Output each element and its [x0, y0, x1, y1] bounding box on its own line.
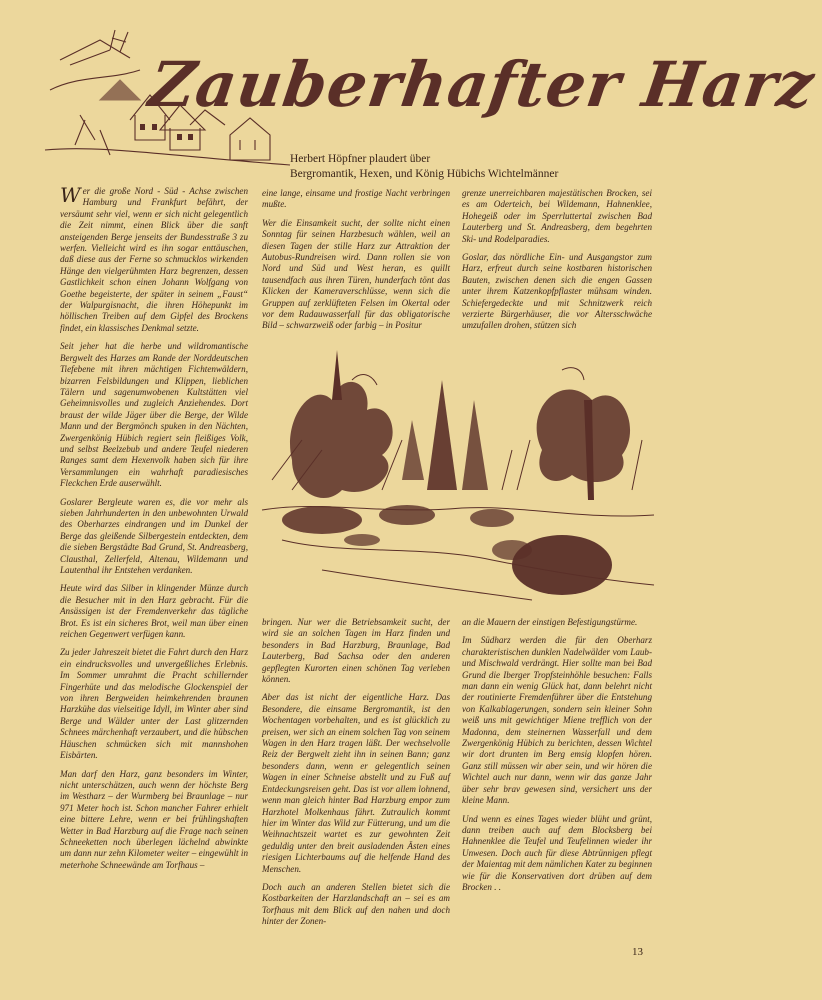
- column-3-top: [462, 188, 652, 339]
- article-title: Zauberhafter Harz: [144, 48, 820, 121]
- column-1: [60, 183, 248, 878]
- paragraph: Wer die große Nord - Süd - Achse zwischen Hamburg und Frankfurt befährt, der versäumt sehr viel, wenn er sich nicht gelegentlich die Zeit nimmt, einen Blick über die sanft ansteigenden Berge jenseits der Bundesstraße 3 zu werfen. Vielleicht wird es ihn sogar enttäuschen, daß diese aus der Ferne so schmucklos wirkenden Hänge den vielgerühmten Harz begrenzen, dessen Gastlichkeit schon einen Johann Wolfgang von Goethe begeisterte, der später in seinem „Faust“ der Walpurgisnacht, die ihren Höhepunkt im höllischen Treiben auf dem Gipfel des Brockens findet, ein klassisches Denkmal setzte.: [60, 183, 248, 333]
- paragraph: grenze unerreichbaren majestätischen Brocken, sei es am Oderteich, bei Wildemann, Hahnenklee, Hohegeiß oder im Sperrluttertal zwischen Bad Lauterberg und St. Andreasberg, dem begehrten Ski- und Rodelparadies.: [462, 188, 652, 244]
- page-number: 13: [632, 946, 643, 958]
- paragraph: Heute wird das Silber in klingender Münze durch die Besucher mit in den Harz gebracht. Für die Ansässigen ist der Fremdenverkehr das tägliche Brot. Es ist ein sicheres Brot, weil man über einen reichen Gegenwert verfügen kann.: [60, 583, 248, 640]
- byline-line-1: Herbert Höpfner plaudert über: [290, 153, 431, 165]
- column-2-bottom: [262, 617, 450, 935]
- byline: [290, 152, 670, 182]
- paragraph: Aber das ist nicht der eigentliche Harz. Das Besondere, die einsame Bergromantik, ist den Wochentagen vorbehalten, und es ist glücklich zu preisen, wer sich an einem solchen Tag von seinem Wagen in den Harz tragen läßt. Der wechselvolle Reiz der Bergwelt zieht ihn in seinen Bann; ganz besonders dann, wenn er gelegentlich seinen Wagen in einer Schneise abstellt und zu Fuß auf Entdeckungsreisen geht. Das ist vor allem lohnend, wenn man gleich hinter Bad Harzburg empor zum Harzhotel Molkenhaus fährt. Zutraulich kommt hier im Winter das Wild zur Fütterung, und um die Weihnachtszeit wartet es zur gewohnten Zeit geduldig unter den breit ausladenden Ästen eines riesigen Lichterbaums auf die helfende Hand des Menschen.: [262, 692, 450, 874]
- paragraph: Wer die Einsamkeit sucht, der sollte nicht einen Sonntag für seinen Harzbesuch wählen, weil an diesen Tagen der stille Harz zur Attraktion der Autobus-Rundreisen wird. Dann rollen sie von Nord und Süd und West heran, es quillt tausendfach aus ihren Türen, hunderfach tönt das Klicken der Kameraverschlüsse, wenn sich die Gruppen auf zerklüfteten Felsen im Okertal oder vor dem Radauwasserfall für das obligatorische Bild – schwarzweiß oder farbig – in Positur: [262, 217, 450, 331]
- paragraph: bringen. Nur wer die Betriebsamkeit sucht, der wird sie an solchen Tagen im Harz finden und besonders in Bad Harzburg, Braunlage, Bad Lauterberg, Bad Sachsa oder den anderen gepflegten Kurorten einen schönen Tag verleben können.: [262, 617, 450, 685]
- paragraph: Goslarer Bergleute waren es, die vor mehr als sieben Jahrhunderten in den unbewohnten Urwald des Oberharzes eindrangen und im Dunkel der Berge das gleißende Silbergestein entdeckten, dem die sieben Bergstädte Bad Grund, St. Andreasberg, Clausthal, Zellerfeld, Altenau, Wildemann und Lautenthal ihr Entstehen verdanken.: [60, 496, 248, 575]
- paragraph: Und wenn es eines Tages wieder blüht und grünt, dann treiben auch auf dem Blocksberg bei Hahnenklee die Teufel und Teufelinnen wieder ihr Unwesen. Doch auch für diese Abtrünnigen pflegt der Maientag mit dem nämlichen Kater zu beginnen wie für die Konservativen dort drüben auf dem Brocken . .: [462, 813, 652, 892]
- paragraph: Doch auch an anderen Stellen bietet sich die Kostbarkeiten der Harzlandschaft an – sei es am Torfhaus mit dem Blick auf den nahen und doch hinter der Zonen-: [262, 881, 450, 927]
- drop-cap: W: [60, 183, 81, 207]
- column-2-top: [262, 188, 450, 339]
- paragraph: Seit jeher hat die herbe und wildromantische Bergwelt des Harzes am Rande der Norddeutschen Tiefebene mit ihren mächtigen Fichtenwäldern, bizarren Felsbildungen und Klippen, lieblichen Tälern und sagenumwobenen Kultstätten viel Geheimnisvolles und zugleich Anziehendes. Dort braust der wilde Jäger über die Berge, der Wilde Mann und der Bergmönch spuken in den Nächten, Zwergenkönig Hübich regiert sein fleißiges Volk, und selbst Beelzebub und andere Teufel niederen Ranges samt dem Hexenvolk haben sich für ihre Versammlungen ein wahrhaft paradiesisches Fleckchen Erde auserwählt.: [60, 341, 248, 489]
- column-3-bottom: [462, 617, 652, 900]
- paragraph: Man darf den Harz, ganz besonders im Winter, nicht unterschätzen, auch wenn der höchste Berg im Westharz – der Wurmberg bei Braunlage – nur 971 Meter hoch ist. Schon mancher Fahrer erhielt eine bittere Lehre, wenn er bei frühlingshaften Wetter in Bad Harzburg auf die Frage nach seinen Schneeketten noch überlegen lächelnd abwinkte um dann nur zehn Kilometer weiter – eingewühlt in meterhohe Schneewände am Torfhaus –: [60, 768, 248, 870]
- byline-line-2: Bergromantik, Hexen, und König Hübichs Wichtelmänner: [290, 168, 559, 180]
- paragraph: Goslar, das nördliche Ein- und Ausgangstor zum Harz, erfreut durch seine kostbaren historischen Bauten, zwischen denen sich die engen Gassen unter ihrem Katzenkopfpflaster mühsam winden. Schiefergedeckte und mit Schnitzwerk reich verzierte Bürgerhäuser, die vor Altersschwäche umzufallen drohen, stützen sich: [462, 252, 652, 331]
- paragraph: Im Südharz werden die für den Oberharz charakteristischen dunklen Nadelwälder vom Laub- und Mischwald verdrängt. Hier sollte man bei Bad Grund die Iberger Tropfsteinhöhle besuchen: Falls man dann ein wenig Glück hat, dann belehrt nicht der routinierte Fremdenführer über die Entstehung von Kalkablagerungen, sondern sein kleiner Sohn weiß uns mit gewichtiger Miene trefflich von der Madonna, dem steinernen Wasserfall und dem Zwergenkönig Hübich zu berichten, dessen Wichtel wir dort drunten im Berg emsig klopfen hören. Ganz still müssen wir aber sein, und wir hören die Wichtel auch nur dann, wenn wir das ganze Jahr über sehr brav gewesen sind, versichert uns der kleine Mann.: [462, 635, 652, 806]
- paragraph: eine lange, einsame und frostige Nacht verbringen mußte.: [262, 188, 450, 210]
- paragraph: Zu jeder Jahreszeit bietet die Fahrt durch den Harz ein eindrucksvolles und unvergeßliches Erlebnis. Im Sommer umrahmt die Pracht schillernder Fingerhüte und das melodische Glockenspiel der von ihren Bergweiden heimkehrenden braunen Harzkühe das vielseitige Idyll, im Winter aber sind Berge und Wälder unter der Last glitzernden Schnees märchenhaft verzaubert, und die hübschen Häuschen schmücken sich mit mannshohen Eisbärten.: [60, 647, 248, 761]
- landscape-illustration: [262, 340, 654, 612]
- paragraph: an die Mauern der einstigen Befestigungstürme.: [462, 617, 638, 627]
